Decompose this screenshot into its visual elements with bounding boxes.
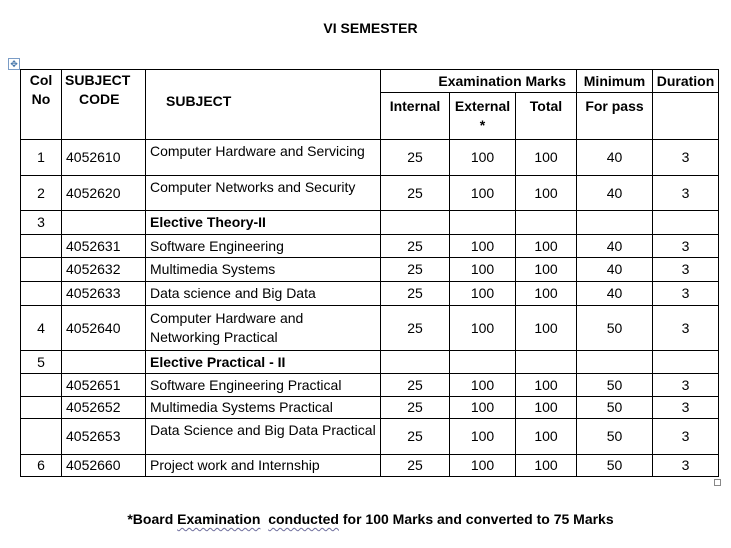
table-row: 6 4052660 Project work and Internship 25 100 100 50 3 [21, 455, 719, 477]
table-row: 4 4052640 Computer Hardware and Networking Practical 25 100 100 50 3 [21, 306, 719, 351]
subject-header: SUBJECT [146, 70, 381, 140]
table-row: 4052633 Data science and Big Data 25 100 100 40 3 [21, 282, 719, 306]
examination-table [20, 69, 719, 477]
total-header: Total [516, 93, 577, 140]
table-row: 3 Elective Theory-II [21, 211, 719, 235]
duration-header: Duration [653, 70, 719, 93]
internal-header: Internal [381, 93, 450, 140]
duration-subheader [653, 93, 719, 140]
external-header: External * [450, 93, 516, 140]
footnote: *Board Examination conducted for 100 Marks and converted to 75 Marks [127, 511, 614, 527]
page-title: VI SEMESTER [323, 20, 418, 36]
table-row: 2 4052620 Computer Networks and Security 25 100 100 40 3 [21, 176, 719, 211]
table-row: 4052631 Software Engineering 25 100 100 40 3 [21, 235, 719, 258]
table-row: 4052651 Software Engineering Practical 25 100 100 50 3 [21, 374, 719, 397]
header-row [21, 70, 719, 93]
subject-code-header: SUBJECT CODE [62, 70, 146, 140]
exam-marks-header: Examination Marks [381, 70, 577, 93]
minimum-header: Minimum [577, 70, 653, 93]
table-row: 4052652 Multimedia Systems Practical 25 100 100 50 3 [21, 397, 719, 419]
col-no-header: Col No [21, 70, 62, 140]
elective-heading: Elective Theory-II [146, 211, 381, 235]
table-row: 4052653 Data Science and Big Data Practical 25 100 100 50 3 [21, 419, 719, 455]
for-pass-header: For pass [577, 93, 653, 140]
move-cross-icon[interactable]: ✥ [8, 58, 20, 70]
elective-heading: Elective Practical - II [146, 351, 381, 374]
table-row: 4052632 Multimedia Systems 25 100 100 40 3 [21, 258, 719, 282]
table-row: 1 4052610 Computer Hardware and Servicing 25 100 100 40 3 [21, 140, 719, 176]
table-resize-handle[interactable] [714, 479, 721, 486]
table-row: 5 Elective Practical - II [21, 351, 719, 374]
